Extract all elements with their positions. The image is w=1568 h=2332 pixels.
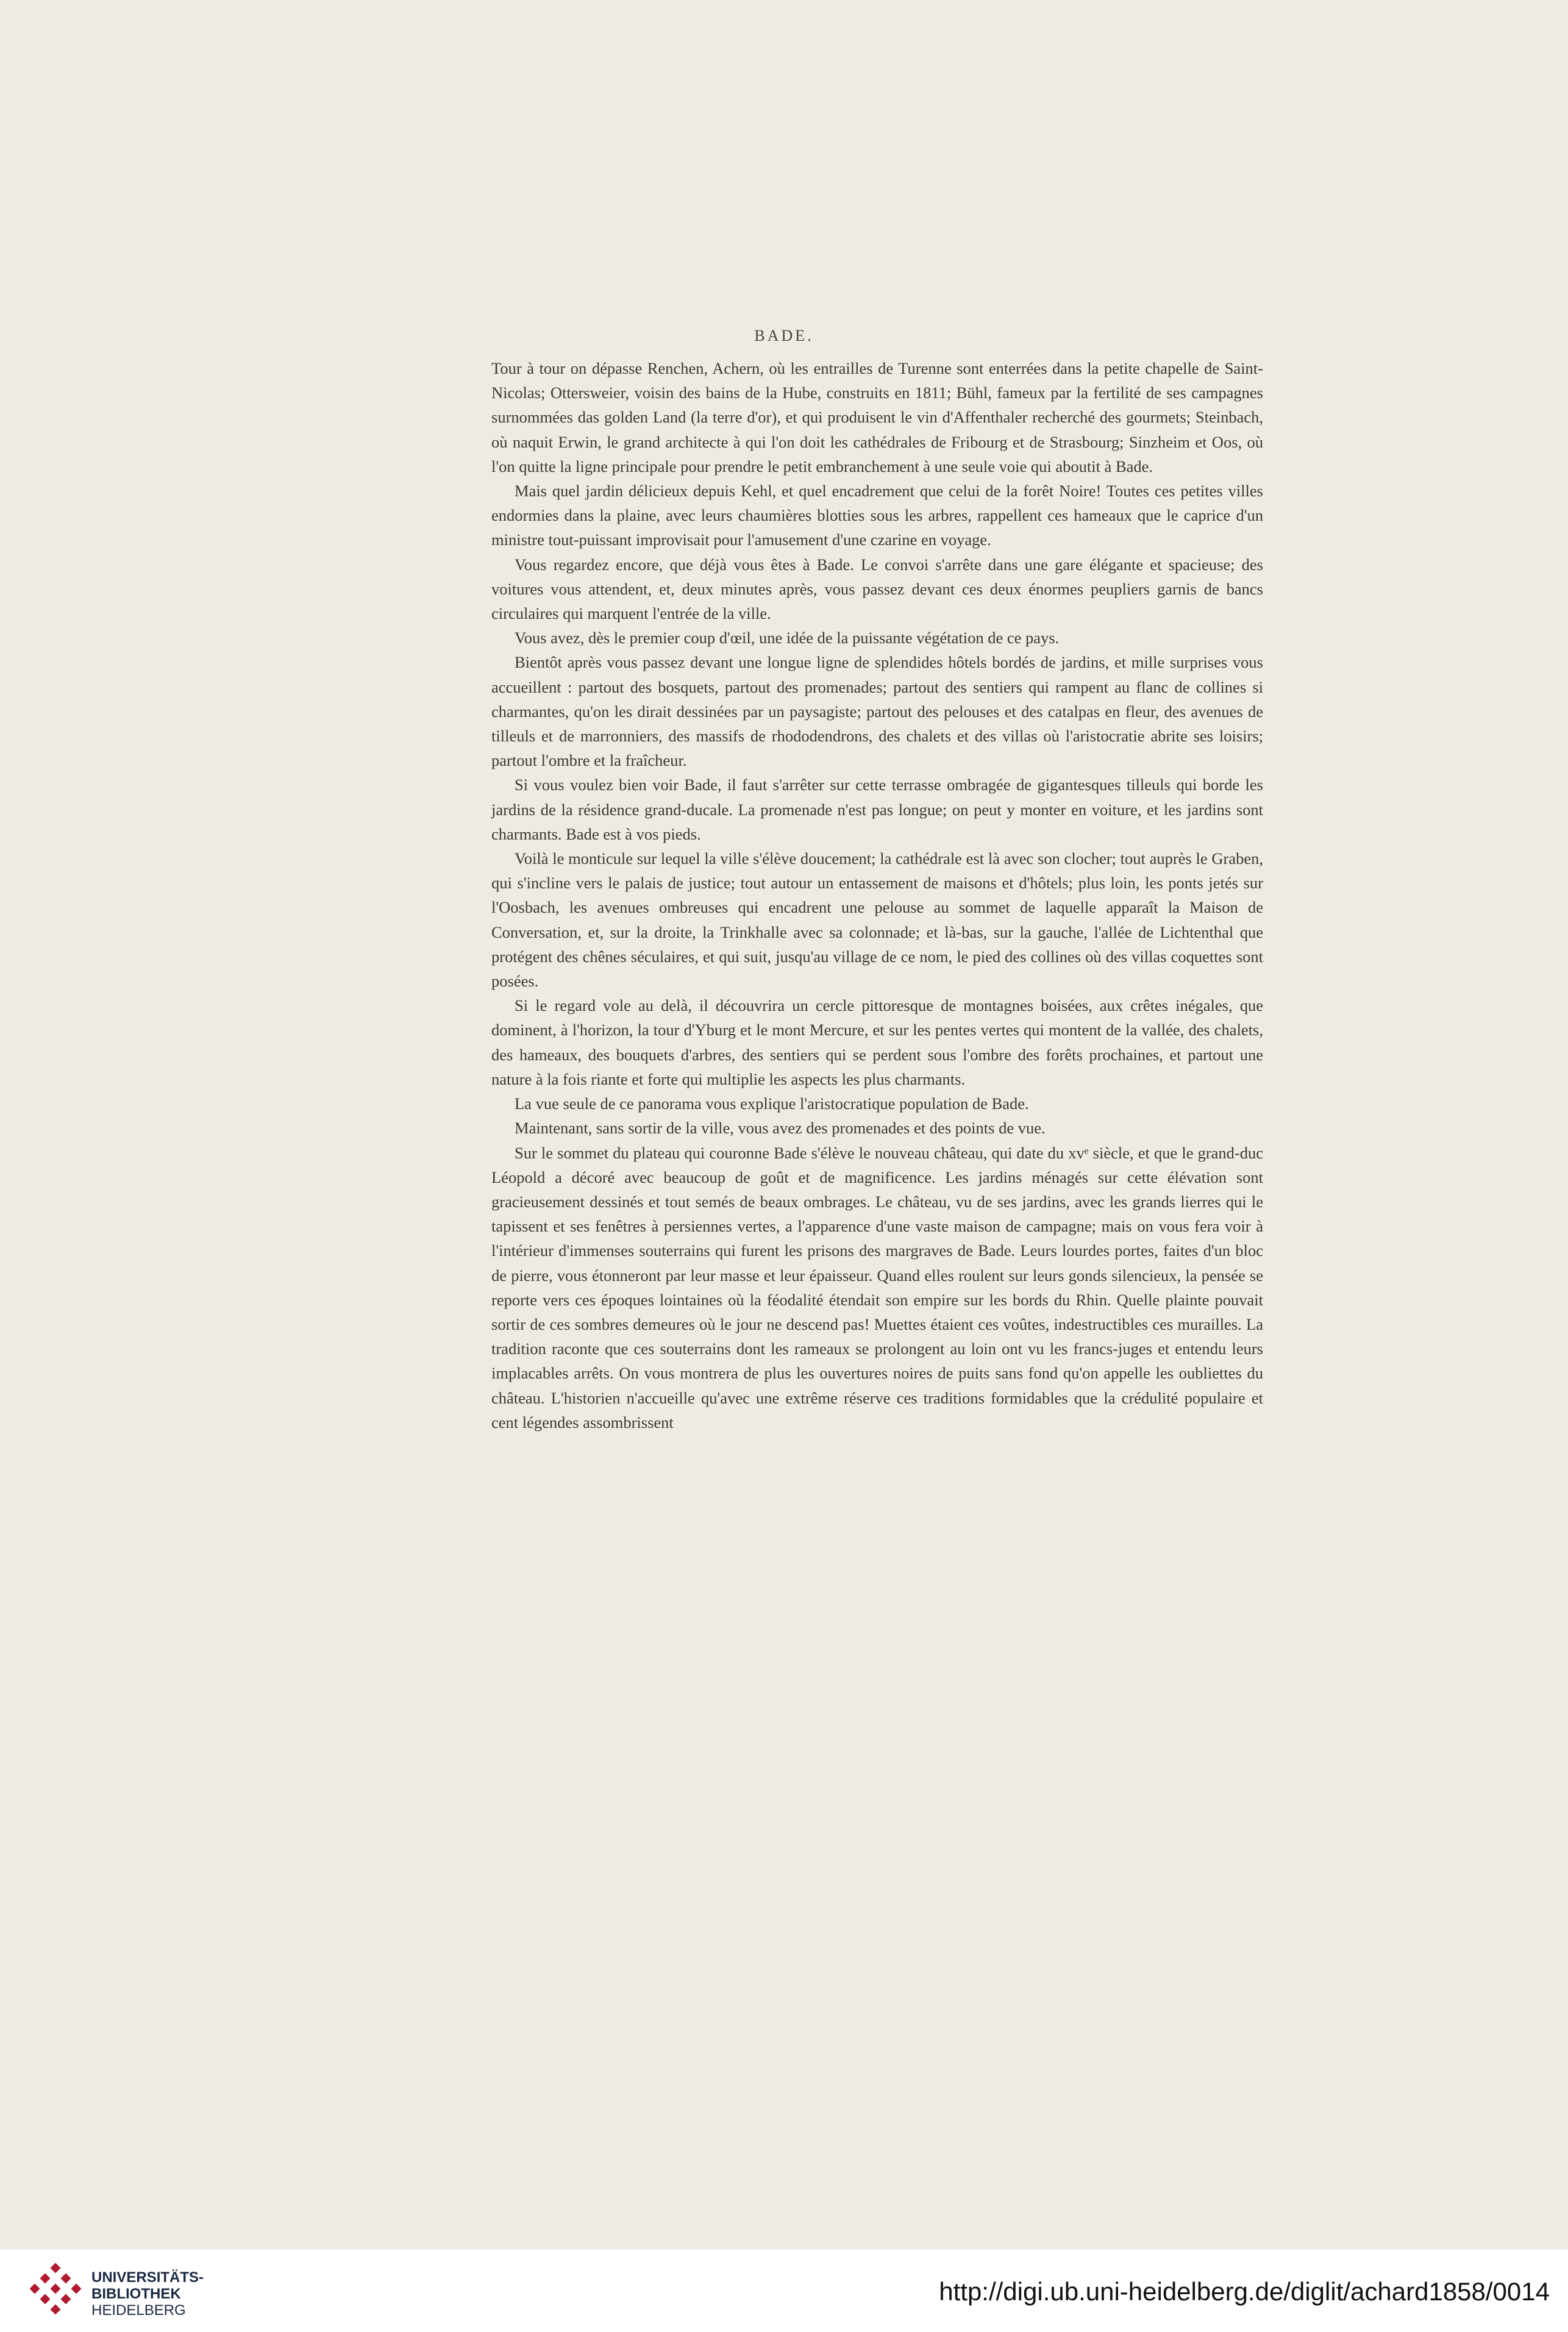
paragraph-4: Vous avez, dès le premier coup d'œil, une idée de la puissante végétation de ce pays. (515, 629, 1060, 647)
paragraph-11: Sur le sommet du plateau qui couronne Bade s'élève le nouveau château, qui date du xvᵉ siècle, et que le grand-duc Léopold a décoré avec beaucoup de goût et de magnificence. Les jardins ménagés sur cette élévation sont gracieusement dessinés et tout semés de beaux ombrages. Le château, vu de ses jardins, avec les grands lierres qui le tapissent et ses fenêtres à persiennes vertes, a l'apparence d'une vaste maison de campagne; mais on vous fera voir à l'intérieur d'immenses souterrains qui furent les prisons des margraves de Bade. Leurs lourdes portes, faites d'un bloc de pierre, vous étonneront par leur masse et leur épaisseur. Quand elles roulent sur leurs gonds silencieux, la pensée se reporte vers ces époques lointaines où la féodalité étendait son empire sur les bords du Rhin. Quelle plainte pouvait sortir de ces sombres demeures où le jour ne descend pas! Muettes étaient ces voûtes, indestructibles ces murailles. La tradition raconte que ces souterrains dont les rameaux se prolongent au loin ont vu les francs-juges et entendu leurs implacables arrêts. On vous montrera de plus les ouvertures noires de puits sans fond qu'on appelle les oubliettes du château. L'historien n'accueille qu'avec une extrême réserve ces traditions formidables que la crédulité populaire et cent légendes assombrissent (491, 1143, 1263, 1432)
permalink-url[interactable]: http://digi.ub.uni-heidelberg.de/diglit/achard1858/0014 (939, 2277, 1550, 2306)
paragraph-7: Voilà le monticule sur lequel la ville s'élève doucement; la cathédrale est là avec son clocher; tout auprès le Graben, qui s'incline vers le palais de justice; tout autour un entassement de maisons et d'hôtels; plus loin, les ponts jetés sur l'Oosbach, les avenues ombreuses qui encadrent une pelouse au sommet de laquelle apparaît la Maison de Conversation, et, sur la droite, la Trinkhalle avec sa colonnade; et là-bas, sur la gauche, l'allée de Lichtenthal que protégent des chênes séculaires, et qui suit, jusqu'au village de ce nom, le pied des collines où des villas coquettes sont posées. (491, 849, 1263, 991)
library-name-line1: UNIVERSITÄTS- (91, 2269, 204, 2286)
page-header: BADE. (754, 327, 814, 344)
paragraph-2: Mais quel jardin délicieux depuis Kehl, et quel encadrement que celui de la forêt Noire! Toutes ces petites villes endormies dans la plaine, avec leurs chaumières blotties sous les arbres, rappellent ces hameaux que le caprice d'un ministre tout-puissant improvisait pour l'amusement d'une czarine en voyage. (491, 482, 1263, 549)
paragraph-6: Si vous voulez bien voir Bade, il faut s'arrêter sur cette terrasse ombragée de gigantesques tilleuls qui borde les jardins de la résidence grand-ducale. La promenade n'est pas longue; on peut y monter en voiture, et les jardins sont charmants. Bade est à vos pieds. (491, 776, 1263, 843)
paragraph-9: La vue seule de ce panorama vous explique l'aristocratique population de Bade. (515, 1094, 1029, 1113)
paragraph-5: Bientôt après vous passez devant une longue ligne de splendides hôtels bordés de jardins, et mille surprises vous accueillent : partout des bosquets, partout des promenades; partout des sentiers qui rampent au flanc de collines si charmantes, qu'on les dirait dessinées par un paysagiste; partout des pelouses et des catalpas en fleur, des avenues de tilleuls et de marronniers, des massifs de rhododendrons, des chalets et des villas où l'aristocratie abrite ses loisirs; partout l'ombre et la fraîcheur. (491, 653, 1263, 770)
library-name-line3: HEIDELBERG (91, 2302, 186, 2319)
paragraph-1: Tour à tour on dépasse Renchen, Achern, où les entrailles de Turenne sont enterrées dans la petite chapelle de Saint-Nicolas; Ottersweier, voisin des bains de la Hube, construits en 1811; Bühl, fameux par la fertilité de ses campagnes surnommées das golden Land (la terre d'or), et qui produisent le vin d'Affenthaler recherché des gourmets; Steinbach, où naquit Erwin, le grand architecte à qui l'on doit les cathédrales de Fribourg et de Strasbourg; Sinzheim et Oos, où l'on quitte la ligne principale pour prendre le petit embranchement à une seule voie qui aboutit à Bade. (491, 359, 1263, 476)
library-name-line2: BIBLIOTHEK (91, 2286, 181, 2302)
library-name (91, 2269, 204, 2319)
library-logo-icon[interactable] (28, 2263, 83, 2318)
body-text (491, 356, 1263, 1435)
paragraph-8: Si le regard vole au delà, il découvrira un cercle pittoresque de montagnes boisées, aux crêtes inégales, que dominent, à l'horizon, la tour d'Yburg et le mont Mercure, et sur les pentes vertes qui montent de la vallée, des chalets, des hameaux, des bouquets d'arbres, des sentiers qui se perdent sous l'ombre des forêts prochaines, et partout une nature à la fois riante et forte qui multiplie les aspects les plus charmants. (491, 996, 1263, 1088)
paragraph-3: Vous regardez encore, que déjà vous êtes à Bade. Le convoi s'arrête dans une gare élégante et spacieuse; des voitures vous attendent, et, deux minutes après, vous passez devant ces deux énormes peupliers garnis de bancs circulaires qui marquent l'entrée de la ville. (491, 555, 1263, 623)
paragraph-10: Maintenant, sans sortir de la ville, vous avez des promenades et des points de vue. (515, 1119, 1046, 1138)
